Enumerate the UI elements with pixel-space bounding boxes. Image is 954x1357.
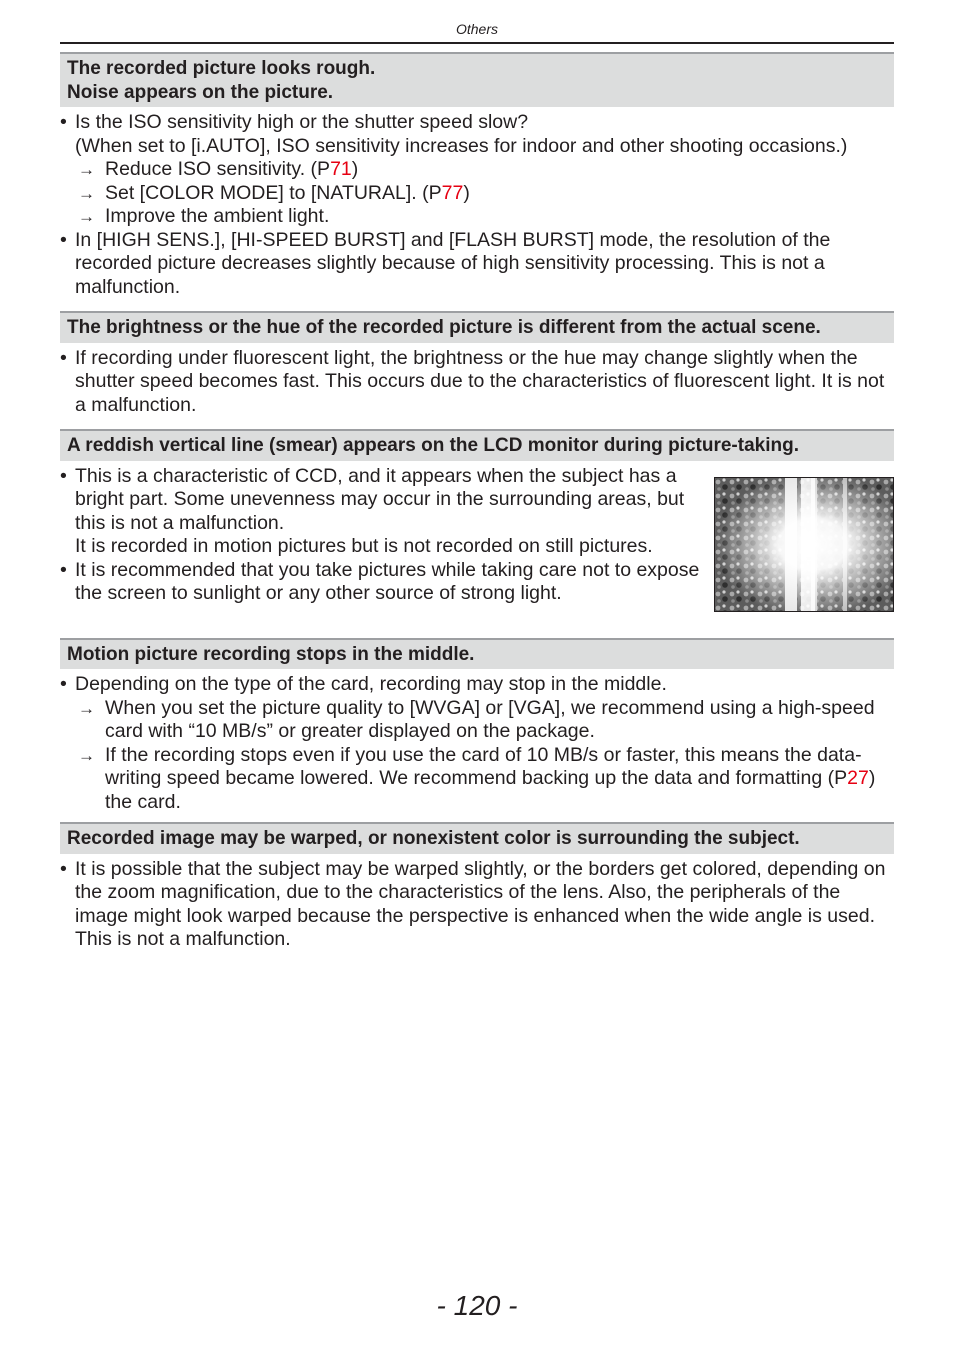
section-body-motion-picture: [60, 673, 894, 814]
smear-example-photo: [714, 477, 894, 612]
sub-item-text-end: ): [463, 181, 470, 204]
item-text: It is possible that the subject may be warped slightly, or the borders get colored, depending on the zoom magnification, due to the characteristics of the lens. Also, the peripherals of the image might look warped because the perspective is enhanced when the wide angle is used. This is not a malfunction.: [75, 857, 886, 950]
sub-item-text: When you set the picture quality to [WVGA] or [VGA], we recommend using a high-speed card with “10 MB/s” or greater displayed on the package.: [105, 696, 875, 742]
sub-item-text: Improve the ambient light.: [105, 205, 330, 227]
section-body-rough-picture: [60, 111, 894, 299]
item-continuation: It is recorded in motion pictures but is not recorded on still pictures.: [75, 535, 653, 557]
item-continuation: (When set to [i.AUTO], ISO sensitivity increases for indoor and other shooting occasions.): [75, 134, 848, 157]
page-reference-link[interactable]: 27: [847, 767, 869, 789]
bullet-glyph: •: [60, 346, 67, 369]
list-item: [60, 673, 894, 697]
section-body-warped-image: [60, 858, 894, 952]
bullet-glyph: •: [60, 857, 67, 880]
section-heading-motion-picture: Motion picture recording stops in the middle.: [60, 638, 894, 670]
list-item: [60, 858, 894, 952]
arrow-icon: →: [78, 745, 95, 765]
list-item: [60, 559, 700, 606]
heading-line: Noise appears on the picture.: [67, 81, 334, 103]
sub-item-text-end: ) the card.: [105, 767, 876, 813]
arrow-icon: →: [78, 698, 95, 718]
section-heading-smear: A reddish vertical line (smear) appears on the LCD monitor during picture-taking.: [60, 429, 894, 461]
sub-item: [60, 182, 894, 206]
list-item: [60, 229, 894, 300]
sub-item-text: Set [COLOR MODE] to [NATURAL]. (P: [105, 181, 442, 204]
section-heading-rough-picture: [60, 52, 894, 107]
item-text: This is a characteristic of CCD, and it appears when the subject has a bright part. Some unevenness may occur in the surrounding areas, but this is not a malfunction.: [75, 464, 685, 534]
section-body-brightness-hue: [60, 347, 894, 418]
sub-item-text: Reduce ISO sensitivity. (P: [105, 158, 331, 180]
section-heading-warped-image: Recorded image may be warped, or nonexistent color is surrounding the subject.: [60, 822, 894, 854]
heading-line: The recorded picture looks rough.: [67, 58, 376, 79]
bullet-glyph: •: [60, 228, 67, 251]
bullet-glyph: •: [60, 111, 67, 133]
page-reference-link[interactable]: 71: [330, 158, 352, 180]
bullet-glyph: •: [60, 558, 67, 581]
page-number: - 120 -: [436, 1290, 518, 1321]
list-item: [60, 465, 700, 559]
page-content: [60, 52, 894, 952]
running-header: Others: [455, 21, 498, 37]
sub-item: [60, 744, 894, 815]
sub-item: [60, 158, 894, 182]
sub-item-text-end: ): [351, 158, 359, 180]
item-text: In [HIGH SENS.], [HI-SPEED BURST] and [FLASH BURST] mode, the resolution of the recorded picture decreases slightly because of high sensitivity processing. This is not a malfunction.: [75, 228, 831, 298]
item-text: Is the ISO sensitivity high or the shutter speed slow?: [75, 111, 529, 133]
item-text: It is recommended that you take pictures while taking care not to expose the screen to sunlight or any other source of strong light.: [75, 558, 700, 604]
arrow-icon: →: [78, 160, 95, 179]
smear-text-column: [60, 465, 700, 606]
page-reference-link[interactable]: 77: [441, 181, 464, 204]
bullet-glyph: •: [60, 464, 67, 487]
sub-item: [60, 205, 894, 229]
photo-graphic: [715, 478, 893, 611]
arrow-icon: →: [78, 183, 95, 203]
header-rule: [60, 42, 894, 44]
bullet-glyph: •: [60, 673, 67, 695]
list-item: [60, 111, 894, 158]
sub-item-text: If the recording stops even if you use the card of 10 MB/s or faster, this means the data-writing speed became lowered. We recommend backing up the data and formatting (P: [105, 743, 862, 789]
item-text: Depending on the type of the card, recording may stop in the middle.: [75, 673, 667, 695]
arrow-icon: →: [78, 207, 95, 226]
sub-item: [60, 697, 894, 744]
section-body-smear: [60, 465, 894, 606]
list-item: [60, 347, 894, 418]
item-text: If recording under fluorescent light, the brightness or the hue may change slightly when the shutter speed becomes fast. This occurs due to the characteristics of fluorescent light. It is not a malfunction.: [75, 346, 885, 416]
section-heading-brightness-hue: The brightness or the hue of the recorded picture is different from the actual scene.: [60, 311, 894, 343]
